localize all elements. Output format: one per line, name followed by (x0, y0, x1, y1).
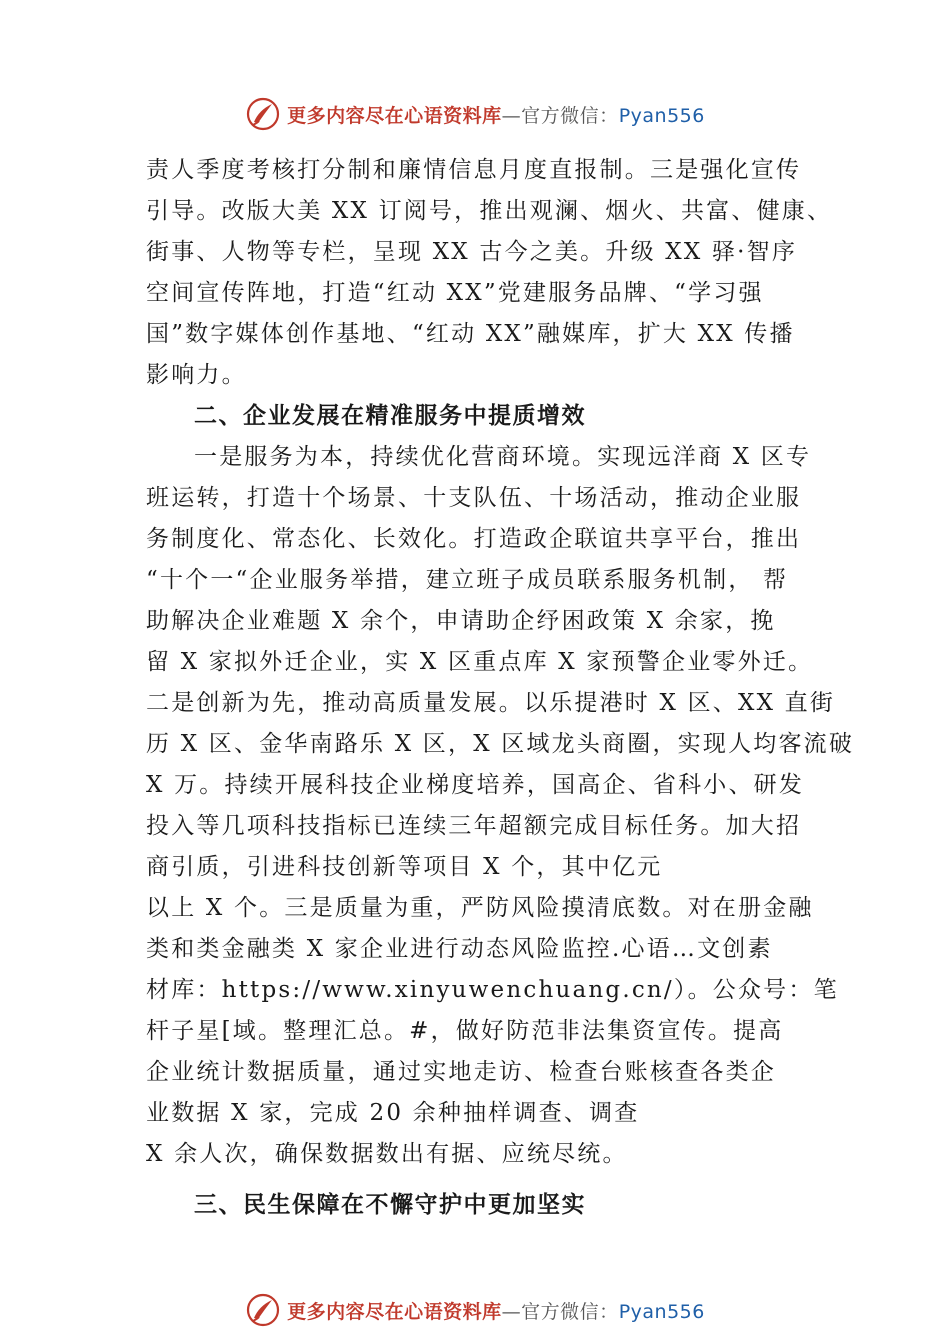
paragraph-line: 历 X 区、金华南路乐 X 区，X 区域龙头商圈，实现人均客流破 (146, 731, 855, 757)
paragraph-line: 投入等几项科技指标已连续三年超额完成目标任务。加大招 (146, 813, 802, 839)
paragraph-line: 班运转，打造十个场景、十支队伍、十场活动，推动企业服 (146, 485, 802, 511)
paragraph-line: 类和类金融类 X 家企业进行动态风险监控.心语…文创素 (146, 936, 773, 962)
paragraph-line: 以上 X 个。三是质量为重，严防风险摸清底数。对在册金融 (146, 895, 814, 921)
footer-banner (0, 1290, 950, 1330)
paragraph-line: 务制度化、常态化、长效化。打造政企联谊共享平台，推出 (146, 526, 802, 552)
paragraph-line: 材库：https://www.xinyuwenchuang.cn/）。公众号：笔 (146, 977, 839, 1003)
section-heading-2: 二、企业发展在精准服务中提质增效 (194, 403, 586, 429)
paragraph-line: 助解决企业难题 X 余个，申请助企纾困政策 X 余家，挽 (146, 608, 776, 634)
section-heading-3: 三、民生保障在不懈守护中更加坚实 (194, 1192, 586, 1218)
paragraph-line: 国”数字媒体创作基地、“红动 XX”融媒库，扩大 XX 传播 (146, 321, 795, 347)
paragraph-line: X 余人次，确保数据数出有据、应统尽统。 (146, 1141, 628, 1167)
paragraph-line: 二是创新为先，推动高质量发展。以乐提港时 X 区、XX 直街 (146, 690, 836, 716)
paragraph-line: 影响力。 (146, 362, 247, 388)
brush-logo-icon (245, 96, 281, 132)
paragraph-line: 杆子星[域。整理汇总。#，做好防范非法集资宣传。提高 (146, 1018, 784, 1044)
paragraph-line: 空间宣传阵地，打造“红动 XX”党建服务品牌、“学习强 (146, 280, 764, 306)
paragraph-line: 引导。改版大美 XX 订阅号，推出观澜、烟火、共富、健康、 (146, 198, 833, 224)
paragraph-line: 业数据 X 家，完成 20 余种抽样调查、调查 (146, 1100, 640, 1126)
paragraph-line: 留 X 家拟外迁企业，实 X 区重点库 X 家预警企业零外迁。 (146, 649, 814, 675)
paragraph-line: 街事、人物等专栏，呈现 XX 古今之美。升级 XX 驿·智序 (146, 239, 798, 265)
paragraph-line: 一是服务为本，持续优化营商环境。实现远洋商 X 区专 (194, 444, 812, 470)
document-body (146, 150, 855, 1226)
paragraph-line: “十个一“企业服务举措，建立班子成员联系服务机制， 帮 (146, 567, 789, 593)
paragraph-line: 商引质，引进科技创新等项目 X 个，其中亿元 (146, 854, 663, 880)
brush-logo-icon (245, 1292, 281, 1328)
paragraph-line: 企业统计数据质量，通过实地走访、检查台账核查各类企 (146, 1059, 776, 1085)
header-banner (0, 94, 950, 134)
paragraph-line: X 万。持续开展科技企业梯度培养，国高企、省科小、研发 (146, 772, 805, 798)
banner-text: 更多内容尽在心语资料库—官方微信：Pyan556 (287, 1300, 705, 1323)
paragraph-line: 责人季度考核打分制和廉情信息月度直报制。三是强化宣传 (146, 157, 802, 183)
banner-text: 更多内容尽在心语资料库—官方微信：Pyan556 (287, 104, 705, 127)
